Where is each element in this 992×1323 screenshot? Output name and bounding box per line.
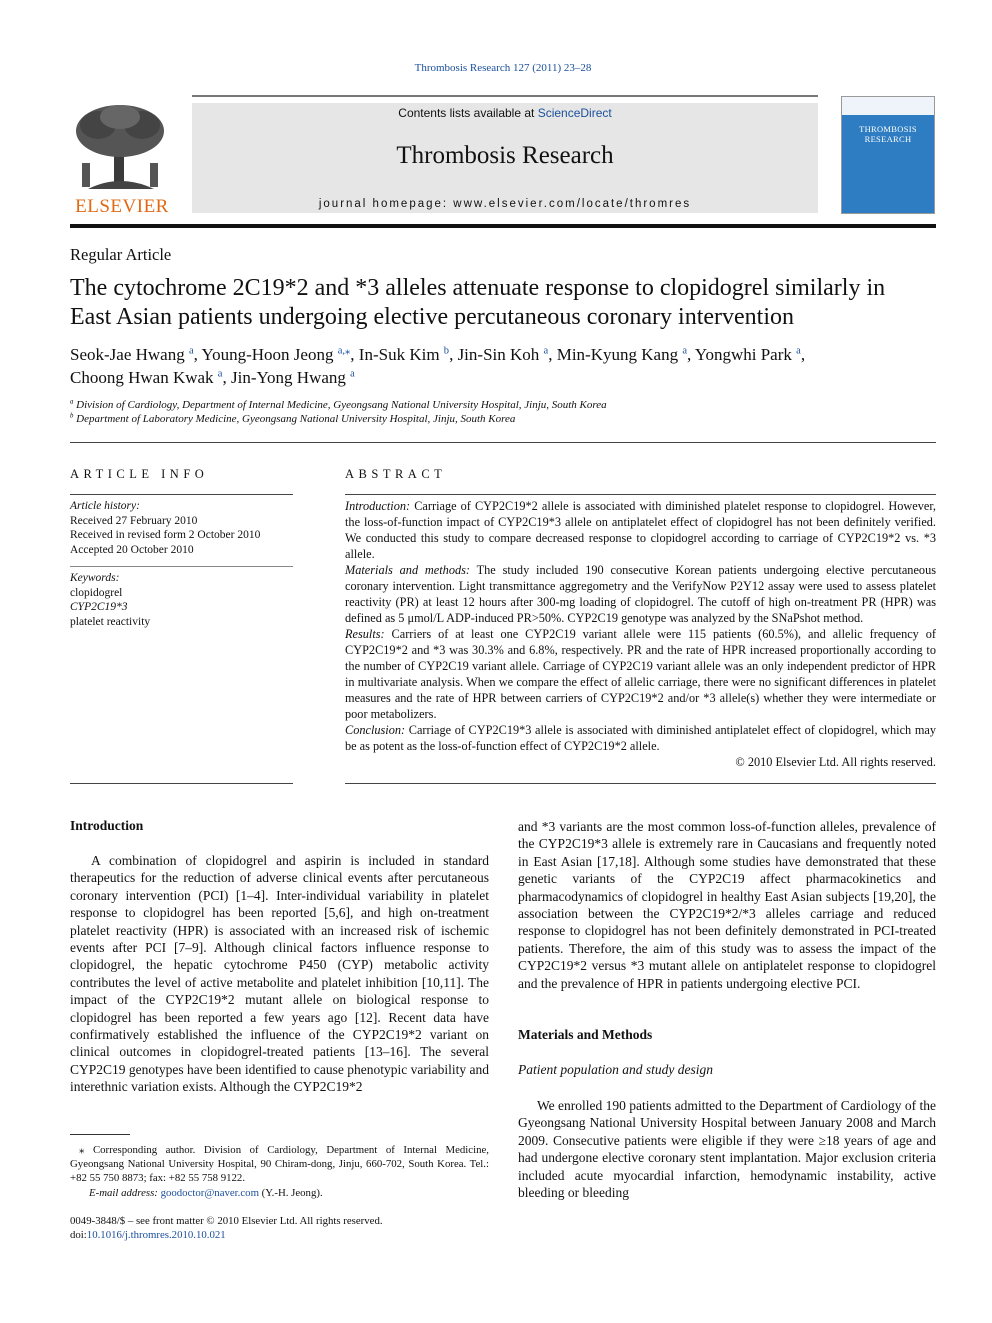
abstract-text: The study included 190 consecutive Korean patients undergoing elective percutaneous coronary intervention. Light transmittance aggregometry and the VerifyNow P2Y12 assay were used to assess platelet reactivity (PR) at least 12 hours after 300-mg loading of clopidogrel. The cutoff of high on-treatment PR (HPR) was defined as 5 μmol/L ADP-induced PR>50%. CYP2C19 genotype was analyzed by the SNaPshot method. (345, 563, 936, 625)
article-history (70, 499, 293, 557)
author-name[interactable]: Min-Kyung Kang (556, 345, 679, 364)
abstract-heading: ABSTRACT (345, 467, 447, 481)
methods-heading: Materials and Methods (518, 1027, 653, 1042)
abstract-text: Carriers of at least one CYP2C19 variant allele were 115 patients (60.5%), and allelic frequency of CYP2C19*2 and *3 was 30.3% and 6.8%, respectively. PR and the rate of HPR increased proportionally according to the number of CYP2C19 variant allele. Carriage of CYP2C19 variant allele was an only independent predictor of HPR in multivariate analysis. When we compare the effect of allelic carriage, there were no significant differences in platelet measures and the rate of HPR between carriers of CYP2C19*2 and/or *3 allele(s) whether they were intermediate or poor metabolizers. (345, 627, 936, 721)
contents-prefix: Contents lists available at (398, 106, 538, 120)
author-name[interactable]: Seok-Jae Hwang (70, 345, 185, 364)
author-name[interactable]: Young-Hoon Jeong (201, 345, 334, 364)
affiliation-b (70, 412, 950, 426)
cover-top-strip (842, 97, 934, 115)
author-name[interactable]: Jin-Sin Koh (457, 345, 540, 364)
author-affil-mark[interactable]: a,⁎ (337, 345, 351, 357)
abstract-label: Materials and methods: (345, 563, 471, 577)
history-received: Received 27 February 2010 (70, 514, 198, 527)
authors-line-2: Choong Hwan Kwak $^a$, Jin-Yong Hwang $^a$ (70, 368, 355, 387)
article-info-bottom-rule (70, 783, 293, 784)
author-affil-mark[interactable]: a (796, 345, 801, 357)
abstract-conclusion (345, 722, 936, 754)
author-name[interactable]: Choong Hwan Kwak (70, 368, 214, 387)
author-name[interactable]: In-Suk Kim (358, 345, 440, 364)
author-affil-mark[interactable]: a (682, 345, 688, 357)
abstract-bottom-rule (345, 783, 936, 784)
issn-line: 0049-3848/$ – see front matter © 2010 Elsevier Ltd. All rights reserved. (70, 1215, 383, 1227)
abstract-results (345, 626, 936, 722)
email-suffix: (Y.-H. Jeong). (261, 1187, 323, 1199)
masthead-top-rule (192, 95, 818, 97)
abstract-label: Results: (345, 627, 385, 641)
footnote-rule (70, 1134, 130, 1135)
publisher-name: ELSEVIER (75, 196, 169, 217)
abstract-rule (345, 494, 936, 495)
abstract-label: Introduction: (345, 499, 411, 513)
introduction-paragraph-continued: and *3 variants are the most common loss-of-function alleles, prevalence of the CYP2C19*3 allele is extremely rare in Caucasians and frequently noted in East Asian [17,18]. Although some studies have demonstrated that these genetic variants of the CYP2C19 affect pharmacokinetics and pharmacodynamics of clopidogrel in healthy East Asian subjects [19,20], the association between the CYP2C19*2/*3 alleles carriage and reduced response to clopidogrel has not been definitely demonstrated in PCI-treated patients. Therefore, the aim of this study was to assess the impact of the CYP2C19*2 versus *3 mutant allele on antiplatelet response to clopidogrel and the prevalence of HPR in patients undergoing elective PCI. (518, 819, 936, 991)
email-link[interactable]: goodoctor@naver.com (160, 1187, 259, 1199)
keyword-item: clopidogrel (70, 586, 123, 599)
abstract-methods (345, 562, 936, 626)
corresponding-author-note: ⁎ Corresponding author. Division of Cardiology, Department of Internal Medicine, Gyeongsang National University Hospital, 90 Chiram-dong, Jinju, 660-702, South Korea. Tel.: +82 55 750 8873; fax: +82 55 758 9122. (70, 1144, 489, 1184)
author-affil-mark[interactable]: a (217, 368, 223, 380)
history-label: Article history: (70, 500, 140, 512)
affiliations (70, 398, 950, 426)
header-divider (70, 224, 936, 228)
article-title (70, 274, 950, 332)
affil-text: Department of Laboratory Medicine, Gyeongsang National University Hospital, Jinju, South Korea (76, 413, 516, 425)
keywords-rule (70, 566, 293, 567)
history-revised: Received in revised form 2 October 2010 (70, 529, 261, 541)
email-label: E-mail address: (89, 1187, 158, 1199)
article-type: Regular Article (70, 245, 172, 264)
sciencedirect-link[interactable]: ScienceDirect (537, 106, 612, 120)
author-affil-mark[interactable]: b (443, 345, 450, 357)
introduction-heading: Introduction (70, 818, 144, 833)
history-accepted: Accepted 20 October 2010 (70, 543, 194, 556)
affiliation-a (70, 398, 950, 412)
journal-citation[interactable]: Thrombosis Research 127 (2011) 23–28 (414, 62, 592, 74)
journal-homepage[interactable]: journal homepage: www.elsevier.com/locate/thromres (318, 198, 692, 210)
journal-name: Thrombosis Research (396, 142, 614, 169)
methods-paragraph: We enrolled 190 patients admitted to the Department of Cardiology of the Gyeongsang National University Hospital between January 2008 and March 2009. Consecutive patients were eligible if they were ≥18 years of age and had undergone elective coronary stent implantation. Major exclusion criteria included acute myocardial infarction, hemodynamic instability, active bleeding or bleeding (518, 1098, 936, 1201)
abstract-label: Conclusion: (345, 723, 406, 737)
title-block-rule (70, 442, 936, 443)
title-line-2: East Asian patients undergoing elective percutaneous coronary intervention (70, 304, 794, 330)
keywords-label: Keywords: (70, 572, 120, 584)
doi-line (70, 1228, 530, 1242)
introduction-paragraph: A combination of clopidogrel and aspirin is included in standard therapeutics for the reduction of adverse clinical events after percutaneous coronary intervention (PCI) [1–4]. Inter-individual variability in platelet response to clopidogrel has been reported [5,6], and high on-treatment platelet reactivity (HPR) is associated with an increased risk of ischemic events after PCI [7–9]. Although clinical factors influence response to clopidogrel, the hepatic cytochrome P450 (CYP) metabolic activity contributes the level of active metabolite and platelet inhibition [10,11]. The impact of the CYP2C19*2 mutant allele on biological response to clopidogrel has been reported a few years ago [12]. Recent data have confirmatively established the influence of the CYP2C19*2 variant on clinical outcomes in clopidogrel-treated patients [13–16]. The several CYP2C19 genotypes have been identified to cause phenotypic variability and interethnic variation exists. Although the CYP2C19*2 (70, 853, 489, 1095)
title-line-1: The cytochrome 2C19*2 and *3 alleles attenuate response to clopidogrel similarly in (70, 275, 886, 301)
abstract-text: Carriage of CYP2C19*2 allele is associated with diminished platelet response to clopidogrel. However, the loss-of-function impact of CYP2C19*3 allele on antiplatelet effect of clopidogrel has not been definitely verified. We conducted this study to compare decreased response to clopidogrel according to carriage of CYP2C19*2 vs. *3 allele. (345, 499, 936, 561)
author-name[interactable]: Jin-Yong Hwang (230, 368, 346, 387)
doi-label: doi: (70, 1229, 87, 1241)
abstract-body (345, 498, 936, 770)
author-affil-mark[interactable]: a (188, 345, 194, 357)
author-list (70, 343, 950, 389)
journal-cover-thumbnail[interactable] (841, 96, 935, 214)
keyword-item: platelet reactivity (70, 615, 151, 628)
author-affil-mark[interactable]: a (350, 368, 355, 380)
article-info-heading: ARTICLE INFO (70, 467, 209, 481)
author-affil-mark[interactable]: a (543, 345, 549, 357)
cover-title: THROMBOSIS RESEARCH (859, 124, 917, 144)
authors-line-1: Seok-Jae Hwang $^a$, Young-Hoon Jeong $^{a,⁎}$, In-Suk Kim $^b$, Jin-Sin Koh $^a$, Min-Kyung Kang $^a$, Yongwhi Park $^a$, (70, 345, 806, 364)
abstract-introduction (345, 498, 936, 562)
keyword-item: CYP2C19*3 (70, 601, 128, 613)
tree-icon (68, 103, 172, 195)
affil-text: Division of Cardiology, Department of Internal Medicine, Gyeongsang National University Hospital, Jinju, South Korea (76, 399, 607, 411)
methods-subheading: Patient population and study design (518, 1062, 713, 1077)
abstract-copyright: © 2010 Elsevier Ltd. All rights reserved. (735, 755, 936, 769)
doi-link[interactable]: 10.1016/j.thromres.2010.10.021 (86, 1229, 226, 1241)
keywords (70, 571, 293, 629)
affil-mark: b (70, 412, 74, 420)
article-info-rule (70, 494, 293, 495)
abstract-text: Carriage of CYP2C19*3 allele is associated with diminished antiplatelet effect of clopidogrel, which may be as potent as the loss-of-function effect of CYP2C19*2 allele. (345, 723, 936, 753)
contents-line (192, 106, 818, 120)
email-line (89, 1186, 489, 1200)
author-name[interactable]: Yongwhi Park (694, 345, 792, 364)
affil-mark: a (70, 398, 74, 406)
